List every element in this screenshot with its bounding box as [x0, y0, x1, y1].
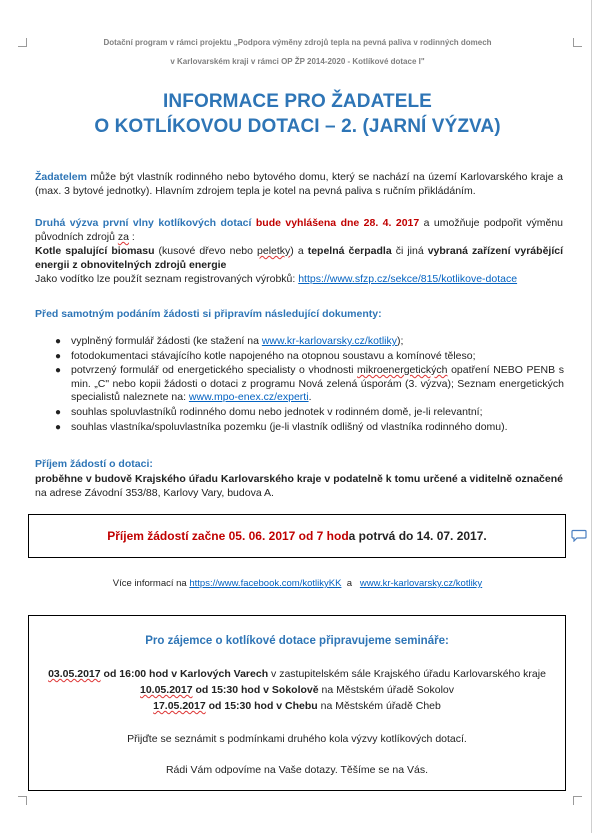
list-item — [34, 406, 564, 420]
bullet-icon: ● — [55, 350, 62, 362]
doc-item-text: souhlas spoluvlastníků rodinného domu nebo jednotek v rodinném domě, je-li relevantní; — [71, 405, 483, 418]
form-download-link[interactable]: www.kr-karlovarsky.cz/kotliky — [261, 335, 397, 347]
more-info-and: a — [341, 578, 360, 589]
intro-text: může být vlastník rodinného nebo bytového domu, který se nachází na území Karlovarského kraje a (max. 3 bytové jednotky). Hlavním zdrojem tepla je kotel na pevná paliva s ručním přikládáním. — [35, 171, 563, 197]
deadline-start: Příjem žádostí začne 05. 06. 2017 od 7 hod — [107, 529, 349, 543]
pellets-word: peletky — [257, 245, 291, 257]
header-line-1: Dotační program v rámci projektu „Podpora výměny zdrojů tepla na pevná paliva v rodinných domech — [103, 38, 492, 47]
seminars-note-1: Přijďte se seznámit s podmínkami druhého kola výzvy kotlíkových dotací. — [127, 733, 467, 745]
receipt-heading: Příjem žádostí o dotaci: — [35, 458, 153, 470]
deadline-box — [28, 514, 566, 558]
seminar-venue: na Městském úřadě Cheb — [317, 700, 441, 712]
margin-corner-bottom-right — [573, 796, 582, 805]
call-paragraph — [35, 216, 563, 286]
seminar-venue: na Městském úřadě Sokolov — [318, 684, 454, 696]
doc-item-text: fotodokumentaci stávajícího kotle napojeného na otopnou soustavu a komínové těleso; — [71, 349, 476, 362]
bullet-icon: ● — [55, 365, 62, 377]
renewable-devices: vybraná zařízení vyrábějící energii z obnovitelných zdrojů energie — [35, 245, 563, 271]
heat-pumps: tepelná čerpadla — [307, 245, 392, 257]
biomass-note-end: ) a — [290, 245, 308, 257]
seminar-time-place: od 16:00 hod v Karlových Varech — [100, 668, 269, 680]
doc-item-end: ); — [397, 335, 404, 347]
intro-term: Žadatelem — [35, 171, 87, 183]
documents-list — [34, 335, 564, 435]
list-item — [34, 421, 564, 435]
intro-paragraph — [35, 170, 563, 198]
more-info-line — [0, 578, 595, 589]
doc-item-end: . — [308, 391, 312, 404]
doc-item-text: vyplněný formulář žádosti (ke stažení na — [71, 335, 262, 347]
seminar-date: 10.05.2017 — [140, 684, 193, 696]
deadline-end: a potrvá do 14. 07. 2017. — [348, 529, 487, 543]
title-line-1: INFORMACE PRO ŽADATELE — [163, 91, 432, 112]
receipt-paragraph — [35, 472, 563, 500]
margin-corner-bottom-left — [18, 796, 27, 805]
experts-link[interactable]: www.mpo-enex.cz/experti — [188, 391, 309, 404]
seminar-2 — [29, 684, 565, 696]
bullet-icon: ● — [55, 406, 62, 418]
call-date: bude vyhlášena dne 28. 4. 2017 — [251, 217, 420, 229]
other-connector: či jiná — [391, 245, 428, 257]
seminars-heading: Pro zájemce o kotlíkové dotace připravujeme semináře: — [145, 635, 449, 647]
call-text: a umožňuje podpořit výměnu původních zdrojů — [35, 217, 564, 243]
doc-item-squiggle: mikroenergetických — [357, 364, 448, 377]
region-link[interactable]: www.kr-karlovarsky.cz/kotliky — [359, 578, 483, 589]
list-item — [34, 364, 564, 405]
title-line-2: O KOTLÍKOVOU DOTACI – 2. (JARNÍ VÝZVA) — [94, 116, 501, 137]
comment-icon[interactable] — [571, 529, 587, 542]
sfzp-link[interactable]: https://www.sfzp.cz/sekce/815/kotlikove-dotace — [298, 273, 518, 285]
biomass-note: (kusové dřevo nebo — [154, 245, 258, 257]
list-item — [34, 335, 564, 349]
seminar-3 — [29, 700, 565, 712]
seminar-date: 17.05.2017 — [153, 700, 206, 712]
seminar-date: 03.05.2017 — [48, 668, 101, 680]
doc-item-text-2: opatření NEBO PENB s min. „C" nebo kopii žádosti o dotaci z programu Nová zelená úsporám (3. výzva); Seznam energetických specialistů naleznete na: — [71, 364, 564, 404]
bullet-icon: ● — [55, 421, 62, 433]
seminar-venue: v zastupitelském sále Krajského úřadu Karlovarského kraje — [268, 668, 546, 680]
receipt-place: proběhne v budově Krajského úřadu Karlovarského kraje v podatelně k tomu určené a viditelně označené — [35, 473, 563, 485]
doc-item-text: souhlas vlastníka/spoluvlastníka pozemku (je-li vlastník odlišný od vlastníka rodinného domu). — [71, 420, 508, 433]
doc-item-text: potvrzený formulář od energetického specialisty o vhodnosti — [71, 364, 358, 377]
seminar-time-place: od 15:30 hod v Sokolově — [192, 684, 319, 696]
more-info-prefix: Více informací na — [112, 578, 190, 589]
facebook-link[interactable]: https://www.facebook.com/kotlikyKK — [189, 578, 342, 589]
call-name: Druhá výzva první vlny kotlíkových dotací — [35, 217, 252, 229]
seminar-1 — [29, 668, 565, 680]
documents-heading: Před samotným podáním žádosti si připravím následující dokumenty: — [35, 308, 382, 320]
receipt-address: na adrese Závodní 353/88, Karlovy Vary, budova A. — [35, 487, 274, 499]
biomass-boilers: Kotle spalující biomasu — [35, 245, 155, 257]
seminars-note-2: Rádi Vám odpovíme na Vaše dotazy. Těšíme se na Vás. — [165, 764, 429, 776]
products-list-text: Jako vodítko lze použít seznam registrovaných výrobků: — [35, 273, 299, 285]
seminars-box — [28, 615, 566, 791]
bullet-icon: ● — [55, 336, 62, 347]
header-line-2: v Karlovarském kraji v rámci OP ŽP 2014-2020 - Kotlíkové dotace I" — [170, 57, 425, 66]
list-item — [34, 350, 564, 364]
seminar-time-place: od 15:30 hod v Chebu — [205, 700, 318, 712]
call-colon: : — [128, 231, 135, 243]
call-za: za — [117, 231, 129, 243]
